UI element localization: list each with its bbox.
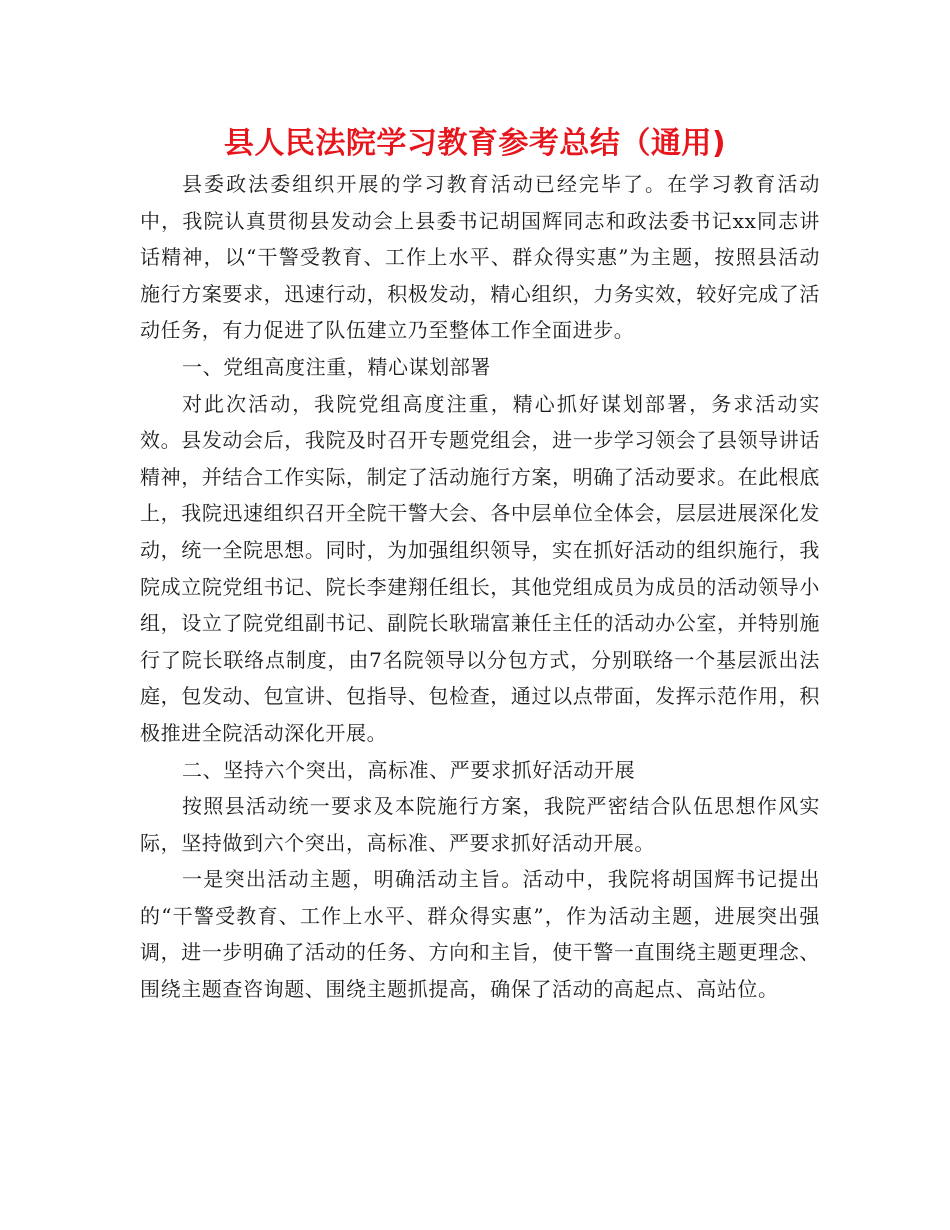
- document-body: [140, 166, 820, 1008]
- paragraph-section-2-intro: 按照县活动统一要求及本院施行方案，我院严密结合队伍思想作风实际，坚持做到六个突出，高标准、严要求抓好活动开展。: [140, 794, 820, 855]
- section-heading-2: 二、坚持六个突出，高标准、严要求抓好活动开展: [182, 757, 636, 782]
- paragraph-point-1: 一是突出活动主题，明确活动主旨。活动中，我院将胡国辉书记提出的“干警受教育、工作上水平、群众得实惠”，作为活动主题，进展突出强调，进一步明确了活动的任务、方向和主旨，使干警一直围绕主题更理念、围绕主题查咨询题、围绕主题抓提高，确保了活动的高起点、高站位。: [140, 867, 820, 1002]
- paragraph-intro: 县委政法委组织开展的学习教育活动已经完毕了。在学习教育活动中，我院认真贯彻县发动会上县委书记胡国辉同志和政法委书记xx同志讲话精神，以“干警受教育、工作上水平、群众得实惠”为主题，按照县活动施行方案要求，迅速行动，积极发动，精心组织，力务实效，较好完成了活动任务，有力促进了队伍建立乃至整体工作全面进步。: [140, 172, 820, 343]
- section-heading-1: 一、党组高度注重，精心谋划部署: [182, 354, 491, 379]
- document-title: 县人民法院学习教育参考总结（通用): [223, 126, 727, 161]
- paragraph-section-1: 对此次活动，我院党组高度注重，精心抓好谋划部署，务求活动实效。县发动会后，我院及时召开专题党组会，进一步学习领会了县领导讲话精神，并结合工作实际，制定了活动施行方案，明确了活动要求。在此根底上，我院迅速组织召开全院干警大会、各中层单位全体会，层层进展深化发动，统一全院思想。同时，为加强组织领导，实在抓好活动的组织施行，我院成立院党组书记、院长李建翔任组长，其他党组成员为成员的活动领导小组，设立了院党组副书记、副院长耿瑞富兼任主任的活动办公室，并特别施行了院长联络点制度，由7名院领导以分包方式，分别联络一个基层派出法庭，包发动、包宣讲、包指导、包检查，通过以点带面，发挥示范作用，积极推进全院活动深化开展。: [140, 391, 820, 745]
